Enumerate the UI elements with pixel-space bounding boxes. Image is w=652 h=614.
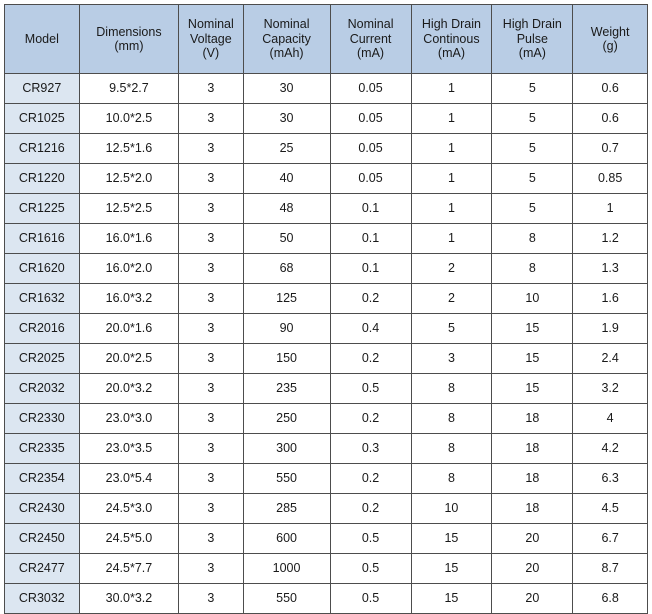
model-cell: CR2450 [5,524,80,554]
data-cell: 15 [411,584,492,614]
data-cell: 5 [411,314,492,344]
data-cell: 0.2 [330,344,411,374]
table-row [5,164,648,194]
data-cell: 5 [492,134,573,164]
table-row [5,374,648,404]
table-row [5,494,648,524]
data-cell: 5 [492,104,573,134]
data-cell: 125 [243,284,330,314]
data-cell: 12.5*2.5 [79,194,179,224]
data-cell: 23.0*5.4 [79,464,179,494]
data-cell: 2 [411,254,492,284]
data-cell: 3 [179,314,243,344]
data-cell: 3 [179,194,243,224]
data-cell: 20 [492,524,573,554]
data-cell: 10.0*2.5 [79,104,179,134]
data-cell: 18 [492,464,573,494]
data-cell: 6.8 [573,584,648,614]
data-cell: 0.4 [330,314,411,344]
table-row [5,344,648,374]
data-cell: 40 [243,164,330,194]
data-cell: 0.85 [573,164,648,194]
data-cell: 3 [179,254,243,284]
model-cell: CR3032 [5,584,80,614]
model-cell: CR2477 [5,554,80,584]
table-row [5,224,648,254]
data-cell: 6.7 [573,524,648,554]
data-cell: 2 [411,284,492,314]
column-header-line: (g) [602,39,618,53]
data-cell: 3 [179,164,243,194]
data-cell: 8 [411,404,492,434]
data-cell: 0.05 [330,134,411,164]
model-cell: CR1225 [5,194,80,224]
data-cell: 50 [243,224,330,254]
data-cell: 8.7 [573,554,648,584]
table-row [5,404,648,434]
column-header-line: Nominal [187,17,234,32]
data-cell: 0.2 [330,284,411,314]
data-cell: 1 [411,104,492,134]
model-cell: CR2032 [5,374,80,404]
column-header-line: Model [24,31,59,46]
column-header [243,5,330,74]
data-cell: 3 [179,134,243,164]
column-header-line: Continous [423,31,480,46]
data-cell: 1 [573,194,648,224]
data-cell: 5 [492,164,573,194]
data-cell: 20.0*3.2 [79,374,179,404]
data-cell: 0.1 [330,254,411,284]
data-cell: 0.2 [330,494,411,524]
data-cell: 15 [492,374,573,404]
model-cell: CR2430 [5,494,80,524]
column-header [79,5,179,74]
data-cell: 0.3 [330,434,411,464]
table-row [5,464,648,494]
model-cell: CR1620 [5,254,80,284]
data-cell: 550 [243,464,330,494]
data-cell: 8 [411,464,492,494]
data-cell: 8 [411,374,492,404]
data-cell: 0.6 [573,74,648,104]
data-cell: 3 [179,374,243,404]
column-header-line: High Drain [421,17,481,32]
data-cell: 12.5*1.6 [79,134,179,164]
data-cell: 23.0*3.5 [79,434,179,464]
data-cell: 90 [243,314,330,344]
data-cell: 0.2 [330,404,411,434]
column-header [492,5,573,74]
data-cell: 23.0*3.0 [79,404,179,434]
table-row [5,104,648,134]
data-cell: 150 [243,344,330,374]
data-cell: 3 [179,104,243,134]
data-cell: 24.5*7.7 [79,554,179,584]
table-header [5,5,648,74]
data-cell: 10 [492,284,573,314]
data-cell: 1.6 [573,284,648,314]
model-cell: CR2354 [5,464,80,494]
column-header-line: (mm) [114,39,144,53]
column-header-line: Weight [590,24,630,39]
data-cell: 3 [179,224,243,254]
column-header-line: Capacity [262,31,311,46]
data-cell: 15 [492,314,573,344]
column-header-line: Pulse [516,31,548,46]
data-cell: 0.5 [330,524,411,554]
data-cell: 0.1 [330,224,411,254]
table-row [5,524,648,554]
data-cell: 0.1 [330,194,411,224]
data-cell: 4.5 [573,494,648,524]
data-cell: 3 [179,494,243,524]
data-cell: 3 [179,404,243,434]
table-row [5,74,648,104]
data-cell: 68 [243,254,330,284]
data-cell: 300 [243,434,330,464]
data-cell: 1.9 [573,314,648,344]
data-cell: 15 [411,524,492,554]
column-header-line: High Drain [502,17,562,32]
battery-spec-table [4,4,648,614]
data-cell: 9.5*2.7 [79,74,179,104]
data-cell: 1 [411,224,492,254]
table-row [5,284,648,314]
data-cell: 18 [492,404,573,434]
table-row [5,434,648,464]
data-cell: 48 [243,194,330,224]
data-cell: 3 [179,284,243,314]
data-cell: 30 [243,104,330,134]
data-cell: 10 [411,494,492,524]
data-cell: 16.0*3.2 [79,284,179,314]
column-header-line: (mAh) [269,46,304,61]
data-cell: 8 [411,434,492,464]
column-header [330,5,411,74]
data-cell: 3 [179,584,243,614]
data-cell: 4.2 [573,434,648,464]
data-cell: 3 [179,464,243,494]
data-cell: 20.0*2.5 [79,344,179,374]
data-cell: 1.2 [573,224,648,254]
model-cell: CR1632 [5,284,80,314]
data-cell: 0.05 [330,104,411,134]
data-cell: 0.5 [330,374,411,404]
data-cell: 24.5*5.0 [79,524,179,554]
table-row [5,254,648,284]
data-cell: 3 [179,74,243,104]
data-cell: 0.5 [330,554,411,584]
data-cell: 15 [411,554,492,584]
model-cell: CR2335 [5,434,80,464]
model-cell: CR927 [5,74,80,104]
data-cell: 16.0*1.6 [79,224,179,254]
data-cell: 20 [492,554,573,584]
data-cell: 5 [492,194,573,224]
table-body [5,74,648,614]
data-cell: 6.3 [573,464,648,494]
table-row [5,584,648,614]
column-header-line: (mA) [518,46,546,61]
data-cell: 1000 [243,554,330,584]
model-cell: CR2330 [5,404,80,434]
data-cell: 0.05 [330,164,411,194]
data-cell: 1 [411,194,492,224]
data-cell: 2.4 [573,344,648,374]
data-cell: 3 [179,524,243,554]
data-cell: 250 [243,404,330,434]
data-cell: 1 [411,164,492,194]
data-cell: 3 [411,344,492,374]
table-row [5,194,648,224]
data-cell: 0.5 [330,584,411,614]
data-cell: 30.0*3.2 [79,584,179,614]
column-header-line: Current [349,31,392,46]
column-header-line: Nominal [263,17,310,32]
model-cell: CR1616 [5,224,80,254]
data-cell: 1 [411,74,492,104]
data-cell: 15 [492,344,573,374]
data-cell: 1.3 [573,254,648,284]
data-cell: 4 [573,404,648,434]
data-cell: 285 [243,494,330,524]
data-cell: 18 [492,494,573,524]
column-header [573,5,648,74]
data-cell: 8 [492,224,573,254]
column-header-line: (V) [202,46,220,61]
data-cell: 8 [492,254,573,284]
data-cell: 0.7 [573,134,648,164]
model-cell: CR1220 [5,164,80,194]
model-cell: CR2016 [5,314,80,344]
data-cell: 600 [243,524,330,554]
data-cell: 550 [243,584,330,614]
column-header-line: Voltage [189,31,232,46]
column-header [5,5,80,74]
header-row [5,5,648,74]
column-header [179,5,243,74]
data-cell: 0.05 [330,74,411,104]
column-header [411,5,492,74]
model-cell: CR2025 [5,344,80,374]
data-cell: 0.6 [573,104,648,134]
data-cell: 18 [492,434,573,464]
data-cell: 20 [492,584,573,614]
data-cell: 24.5*3.0 [79,494,179,524]
data-cell: 20.0*1.6 [79,314,179,344]
model-cell: CR1025 [5,104,80,134]
data-cell: 0.2 [330,464,411,494]
column-header-line: (mA) [437,46,465,61]
data-cell: 30 [243,74,330,104]
model-cell: CR1216 [5,134,80,164]
data-cell: 5 [492,74,573,104]
data-cell: 1 [411,134,492,164]
column-header-line: Dimensions [96,24,162,39]
data-cell: 3.2 [573,374,648,404]
data-cell: 3 [179,554,243,584]
table-row [5,554,648,584]
column-header-line: Nominal [347,17,394,32]
data-cell: 16.0*2.0 [79,254,179,284]
data-cell: 25 [243,134,330,164]
table-row [5,134,648,164]
data-cell: 3 [179,434,243,464]
table-row [5,314,648,344]
data-cell: 235 [243,374,330,404]
column-header-line: (mA) [357,46,385,61]
data-cell: 12.5*2.0 [79,164,179,194]
data-cell: 3 [179,344,243,374]
